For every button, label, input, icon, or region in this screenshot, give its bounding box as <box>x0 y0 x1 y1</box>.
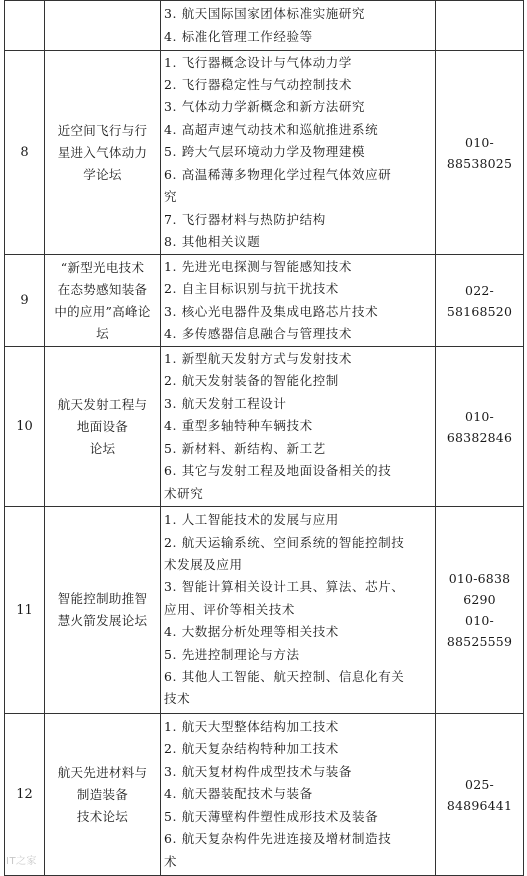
topics-cell <box>161 51 436 255</box>
forum-name-line: 坛 <box>96 325 109 341</box>
table-row <box>5 255 524 347</box>
forum-name-line: 近空间飞行与行 <box>57 122 148 138</box>
forum-name-cell <box>45 507 161 714</box>
topic-line: 技术 <box>164 691 191 707</box>
topics-cell <box>161 714 436 876</box>
forum-name-line: 制造装备 <box>76 786 129 802</box>
forum-name-line: 地面设备 <box>76 418 129 434</box>
forum-name-line: “新型光电技术 <box>60 259 145 275</box>
phone-line: 025-84896441 <box>446 776 513 813</box>
forum-name-line: 技术论坛 <box>76 808 129 824</box>
phone-cell <box>436 255 524 347</box>
topic-line: 4. 多传感器信息融合与管理技术 <box>164 325 353 341</box>
phone-cell <box>436 1 524 51</box>
topic-line: 2. 飞行器稳定性与气动控制技术 <box>164 77 353 93</box>
topic-line: 1. 新型航天发射方式与发射技术 <box>164 351 353 367</box>
phone-line: 010-88538025 <box>446 134 513 171</box>
topic-line: 6. 其它与发射工程及地面设备相关的技 <box>164 463 392 479</box>
row-number-cell: 9 <box>5 255 45 347</box>
forum-name-cell <box>45 51 161 255</box>
topic-line: 术 <box>164 853 178 869</box>
forum-name-cell <box>45 1 161 51</box>
topic-line: 4. 航天器装配技术与装备 <box>164 786 313 802</box>
topic-line: 6. 其他人工智能、航天控制、信息化有关 <box>164 669 405 685</box>
forum-name-cell <box>45 255 161 347</box>
forum-name-line: 智能控制助推智 <box>57 591 148 606</box>
topic-line: 5. 新材料、新结构、新工艺 <box>164 440 326 456</box>
forum-name-line: 航天先进材料与 <box>57 764 148 780</box>
topic-line: 术研究 <box>164 485 204 501</box>
topic-line: 1. 航天大型整体结构加工技术 <box>164 719 339 735</box>
row-number-cell: 8 <box>5 51 45 255</box>
table-body <box>5 1 524 876</box>
topic-line: 3. 核心光电器件及集成电路芯片技术 <box>164 303 379 319</box>
topic-line: 5. 航天薄壁构件塑性成形技术及装备 <box>164 808 379 824</box>
topic-line: 3. 航天发射工程设计 <box>164 395 287 411</box>
topic-line: 4. 高超声速气动技术和巡航推进系统 <box>164 121 379 137</box>
topic-line: 3. 航天复材构件成型技术与装备 <box>164 763 353 779</box>
topic-line: 2. 航天复杂结构特种加工技术 <box>164 741 339 757</box>
phone-cell <box>436 507 524 714</box>
phone-cell <box>436 714 524 876</box>
table-row <box>5 51 524 255</box>
phone-line: 010-88525559 <box>446 613 513 649</box>
topic-line: 3. 气体动力学新概念和新方法研究 <box>164 99 366 115</box>
topic-line: 2. 航天运输系统、空间系统的智能控制技 <box>164 534 405 550</box>
topic-line: 1. 先进光电探测与智能感知技术 <box>164 258 353 274</box>
topic-line: 5. 跨大气层环境动力学及物理建模 <box>164 144 366 160</box>
row-number-cell: 10 <box>5 347 45 507</box>
row-number-cell: 12 <box>5 714 45 876</box>
topic-line: 究 <box>164 189 178 205</box>
topic-line: 6. 高温稀薄多物理化学过程气体效应研 <box>164 166 392 182</box>
table-row <box>5 714 524 876</box>
forum-name-line: 论坛 <box>89 440 116 456</box>
topic-line: 2. 自主目标识别与抗干扰技术 <box>164 281 339 297</box>
topics-cell <box>161 507 436 714</box>
phone-line: 022-58168520 <box>446 282 513 319</box>
phone-cell <box>436 51 524 255</box>
forum-name-line: 慧火箭发展论坛 <box>57 613 148 628</box>
watermark-logo: IT之家 <box>6 856 38 867</box>
table-row <box>5 1 524 51</box>
topic-line: 1. 人工智能技术的发展与应用 <box>164 512 339 528</box>
topic-line: 8. 其他相关议题 <box>164 233 261 249</box>
forum-table <box>4 0 524 876</box>
topic-line: 4. 标准化管理工作经验等 <box>164 28 313 44</box>
forum-name-cell <box>45 714 161 876</box>
forum-name-line: 星进入气体动力 <box>57 144 148 160</box>
row-number-cell <box>5 1 45 51</box>
forum-name-cell <box>45 347 161 507</box>
forum-name-line: 在态势感知装备 <box>57 281 148 297</box>
topic-line: 3. 智能计算相关设计工具、算法、芯片、 <box>164 579 405 595</box>
phone-line: 010-6838 <box>448 571 511 586</box>
table-row <box>5 507 524 714</box>
topic-line: 5. 先进控制理论与方法 <box>164 646 300 662</box>
topic-line: 4. 重型多轴特种车辆技术 <box>164 418 313 434</box>
topic-line: 4. 大数据分析处理等相关技术 <box>164 624 339 640</box>
topic-line: 6. 航天复杂构件先进连接及增材制造技 <box>164 831 392 847</box>
row-number-cell: 11 <box>5 507 45 714</box>
topic-line: 1. 飞行器概念设计与气体动力学 <box>164 54 353 70</box>
topics-cell <box>161 1 436 51</box>
topic-line: 7. 飞行器材料与热防护结构 <box>164 211 326 227</box>
topic-line: 3. 航天国际国家团体标准实施研究 <box>164 6 366 22</box>
topics-cell <box>161 347 436 507</box>
topic-line: 术发展及应用 <box>164 556 243 572</box>
topics-cell <box>161 255 436 347</box>
forum-name-line: 航天发射工程与 <box>57 396 148 412</box>
table-row <box>5 347 524 507</box>
topic-line: 应用、评价等相关技术 <box>164 601 296 617</box>
phone-line: 010-68382846 <box>446 408 513 445</box>
phone-line: 6290 <box>463 592 496 607</box>
phone-cell <box>436 347 524 507</box>
topic-line: 2. 航天发射装备的智能化控制 <box>164 373 339 389</box>
forum-name-line: 中的应用”高峰论 <box>54 303 151 319</box>
forum-name-line: 学论坛 <box>83 166 122 182</box>
